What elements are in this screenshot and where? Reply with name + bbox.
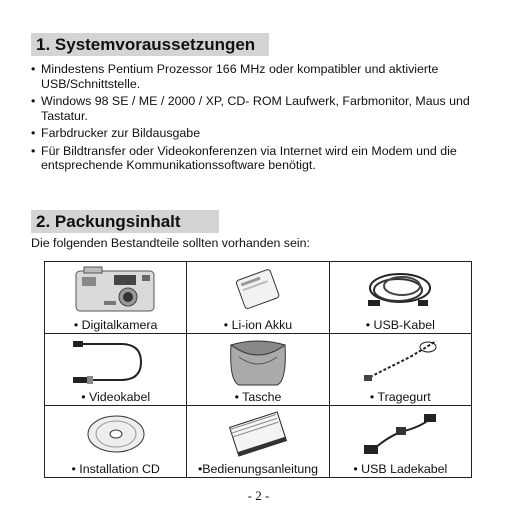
battery-icon — [187, 262, 328, 318]
manual-icon — [187, 406, 328, 462]
pouch-icon — [187, 334, 328, 390]
package-item-camera — [45, 262, 187, 334]
item-label: • Installation CD — [71, 462, 160, 476]
item-label: • USB Ladekabel — [353, 462, 448, 476]
package-contents-table — [44, 261, 472, 478]
page-number: - 2 - — [247, 488, 270, 503]
section-heading-package-contents: 2. Packungsinhalt — [31, 210, 219, 233]
list-item: • Windows 98 SE / ME / 2000 / XP, CD- ROM Laufwerk, Farbmonitor, Maus und Tastatur. — [31, 94, 470, 123]
usb-cable-icon — [330, 262, 471, 318]
package-item-manual — [187, 406, 329, 478]
package-intro-text: Die folgenden Bestandteile sollten vorhanden sein: — [31, 236, 310, 250]
package-item-usb-cable — [329, 262, 471, 334]
list-item: • Für Bildtransfer oder Videokonferenzen via Internet wird ein Modem und die entsprechende Kommunikationssoftware benötigt. — [31, 143, 457, 172]
item-label: • Digitalkamera — [73, 318, 158, 332]
item-label: • Li-ion Akku — [223, 318, 293, 332]
package-item-cd — [45, 406, 187, 478]
video-cable-icon — [45, 334, 186, 390]
section-heading-system-requirements: 1. Systemvoraussetzungen — [31, 33, 269, 56]
package-item-battery — [187, 262, 329, 334]
package-item-video-cable — [45, 334, 187, 406]
list-item: • Mindestens Pentium Prozessor 166 MHz oder kompatibler und aktivierte USB/Schnittstelle. — [31, 62, 439, 91]
cd-icon — [45, 406, 186, 462]
item-label: •Bedienungsanleitung — [197, 462, 319, 476]
item-label: • Tragegurt — [369, 390, 431, 404]
requirements-list — [31, 62, 501, 176]
digital-camera-icon — [45, 262, 186, 318]
item-label: • Tasche — [234, 390, 282, 404]
usb-charging-cable-icon — [330, 406, 471, 462]
package-item-strap — [329, 334, 471, 406]
package-item-pouch — [187, 334, 329, 406]
strap-icon — [330, 334, 471, 390]
list-item: • Farbdrucker zur Bildausgabe — [31, 126, 201, 140]
package-item-usb-charging-cable — [329, 406, 471, 478]
item-label: • Videokabel — [81, 390, 151, 404]
item-label: • USB-Kabel — [365, 318, 435, 332]
